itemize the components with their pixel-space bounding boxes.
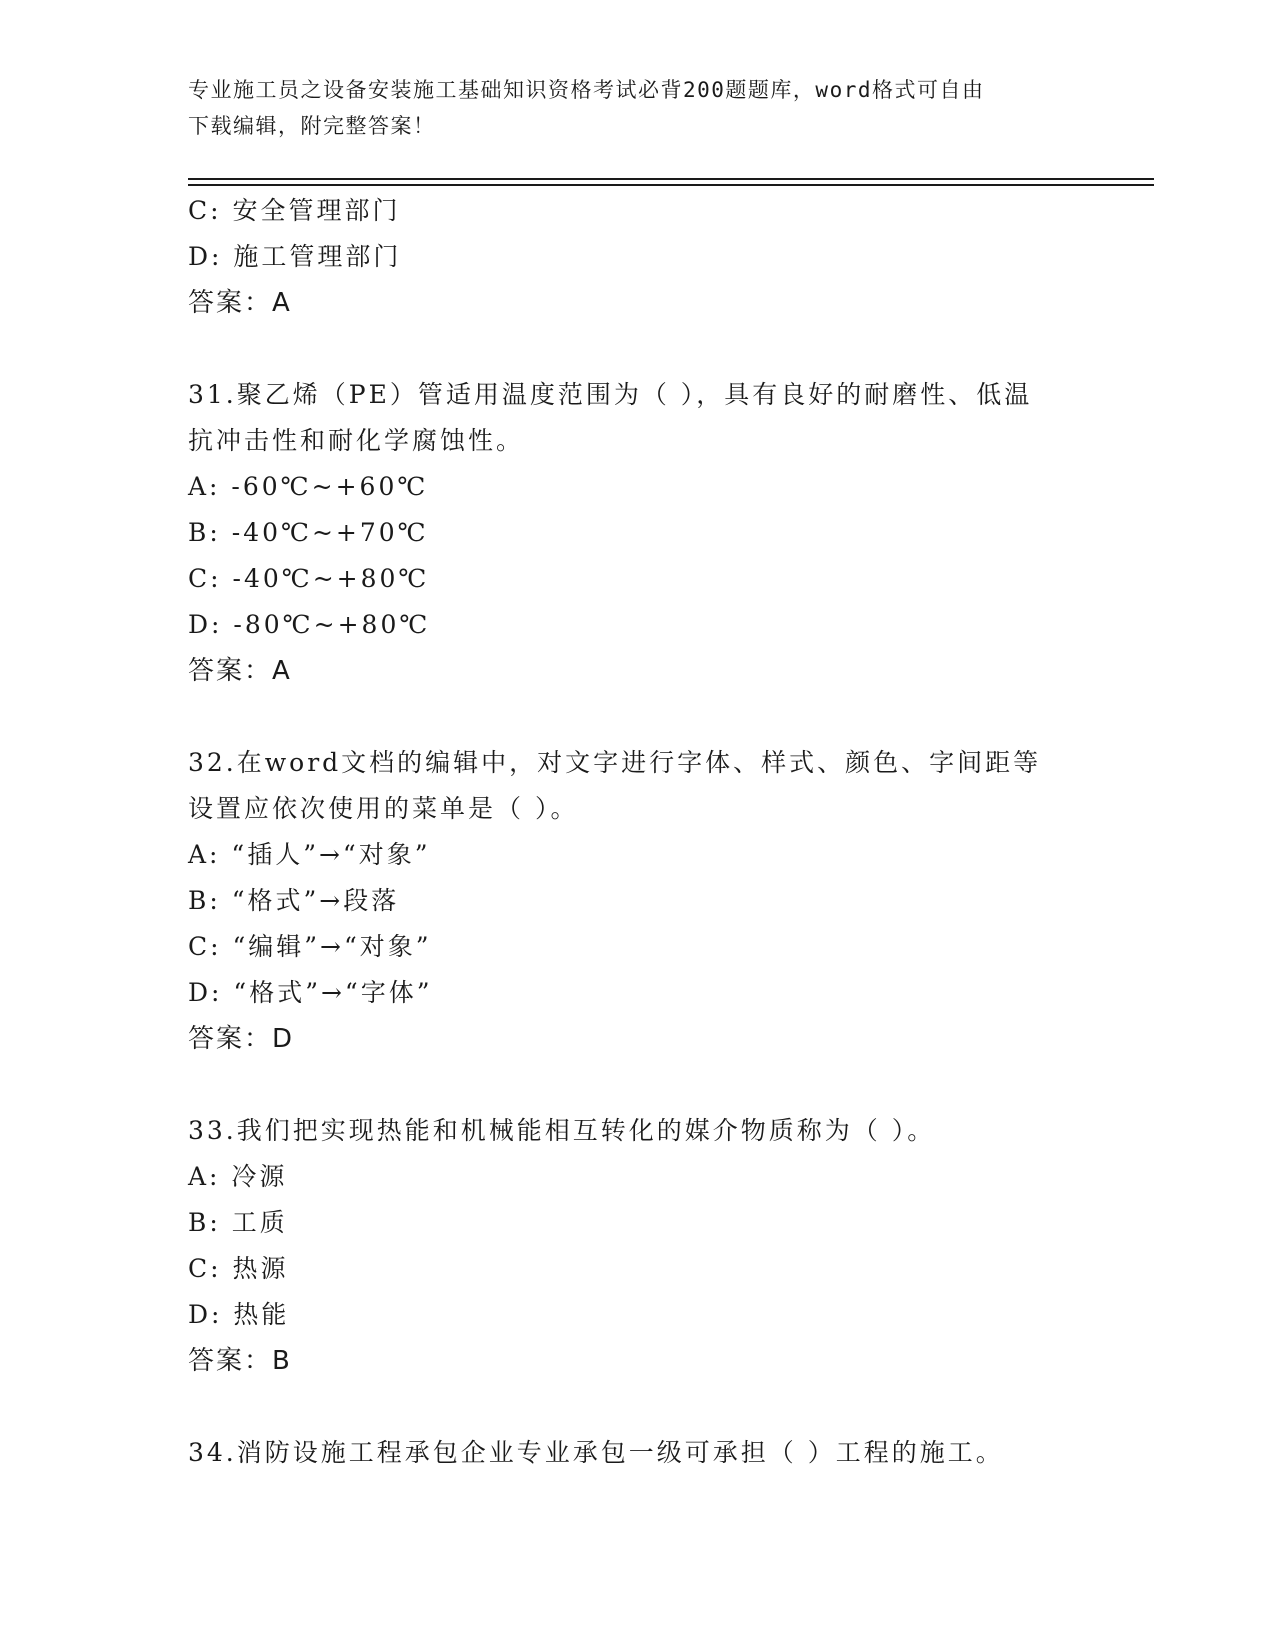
question-list bbox=[188, 188, 1088, 1476]
question-31-stem-line-1: 31.聚乙烯（PE）管适用温度范围为（ ），具有良好的耐磨性、低温 bbox=[188, 380, 1033, 409]
question-32-stem-line-1: 32.在word文档的编辑中，对文字进行字体、样式、颜色、字间距等 bbox=[188, 748, 1042, 777]
header-divider-top bbox=[188, 178, 1154, 180]
question-31-answer: 答案：A bbox=[188, 656, 292, 686]
question-32 bbox=[188, 740, 1088, 1062]
question-32-stem-line-2: 设置应依次使用的菜单是（ ）。 bbox=[188, 794, 579, 823]
question-31-option-a: A: -60℃~+60℃ bbox=[188, 472, 429, 501]
question-33-option-c: C: 热源 bbox=[188, 1254, 289, 1283]
question-31-stem-line-2: 抗冲击性和耐化学腐蚀性。 bbox=[188, 426, 525, 455]
question-30-tail bbox=[188, 188, 1088, 326]
question-34-stem-line-1: 34.消防设施工程承包企业专业承包一级可承担（ ）工程的施工。 bbox=[188, 1438, 1004, 1467]
question-33-option-d: D: 热能 bbox=[188, 1300, 290, 1329]
question-30-answer: 答案：A bbox=[188, 288, 292, 318]
question-30-option-d: D: 施工管理部门 bbox=[188, 242, 402, 271]
question-31-option-b: B: -40℃~+70℃ bbox=[188, 518, 429, 547]
header-title-line-2: 下载编辑，附完整答案！ bbox=[188, 114, 436, 138]
question-33-option-b: B: 工质 bbox=[188, 1208, 288, 1237]
question-32-option-a: A: “插人”→“对象” bbox=[188, 840, 431, 869]
question-31 bbox=[188, 372, 1088, 694]
document-header bbox=[188, 72, 1088, 144]
question-32-option-b: B: “格式”→段落 bbox=[188, 886, 400, 915]
question-31-option-d: D: -80℃~+80℃ bbox=[188, 610, 431, 639]
question-32-answer: 答案：D bbox=[188, 1024, 295, 1054]
question-31-option-c: C: -40℃~+80℃ bbox=[188, 564, 430, 593]
header-title-line-1: 专业施工员之设备安装施工基础知识资格考试必背200题题库，word格式可自由 bbox=[188, 78, 985, 102]
question-33-answer: 答案：B bbox=[188, 1346, 292, 1376]
question-30-option-c: C: 安全管理部门 bbox=[188, 196, 401, 225]
header-divider-bottom bbox=[188, 184, 1154, 186]
question-34 bbox=[188, 1430, 1088, 1476]
question-33-stem-line-1: 33.我们把实现热能和机械能相互转化的媒介物质称为（ ）。 bbox=[188, 1116, 936, 1145]
question-33-option-a: A: 冷源 bbox=[188, 1162, 288, 1191]
question-32-option-c: C: “编辑”→“对象” bbox=[188, 932, 432, 961]
question-32-option-d: D: “格式”→“字体” bbox=[188, 978, 433, 1007]
question-33 bbox=[188, 1108, 1088, 1384]
